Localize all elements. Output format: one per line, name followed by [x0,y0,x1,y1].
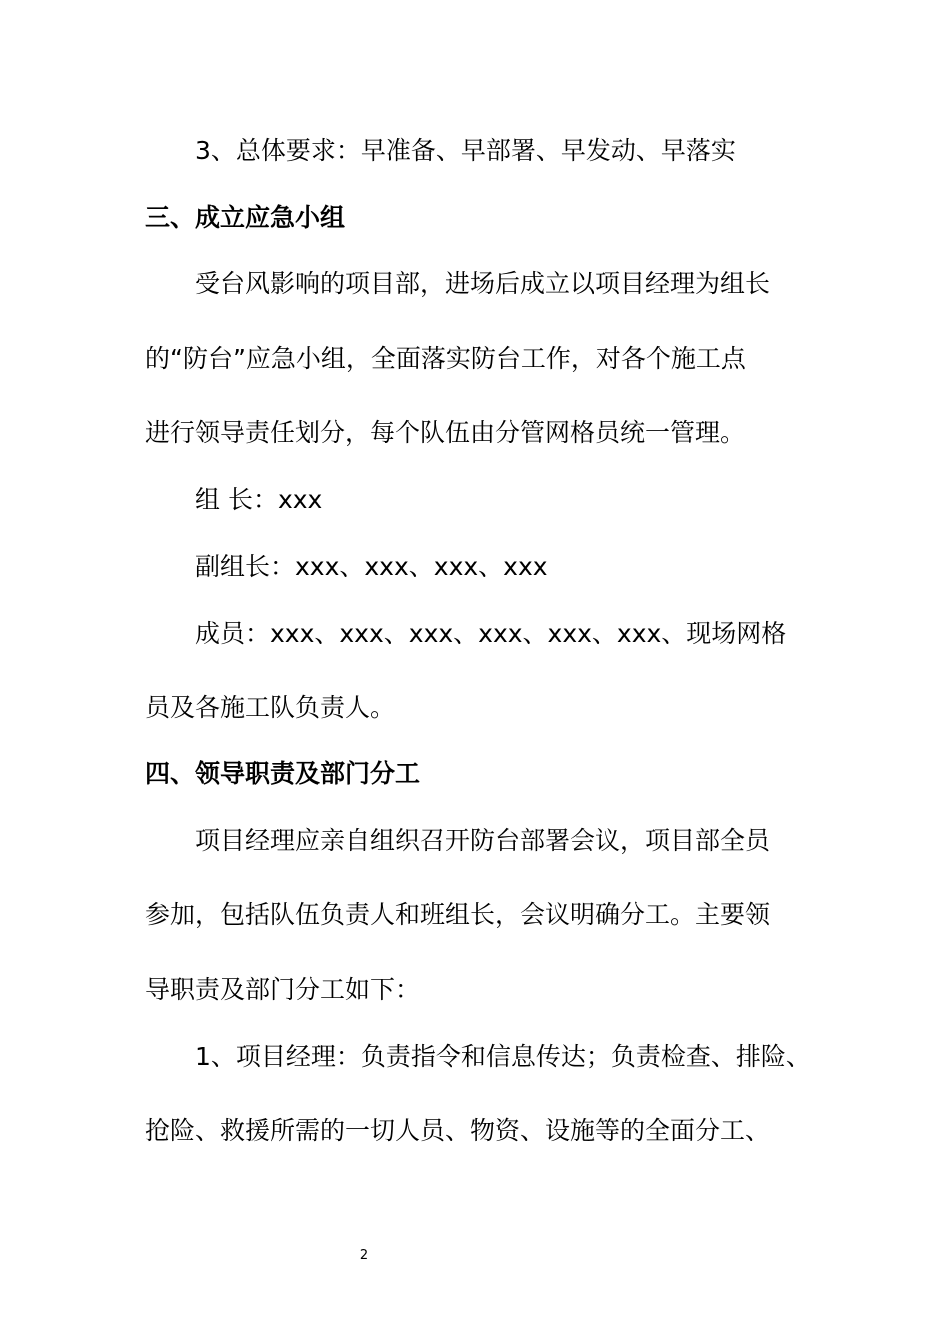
paragraph-line: 抢险、救援所需的一切人员、物资、设施等的全面分工、 [145,1116,771,1145]
paragraph-line: 进行领导责任划分，每个队伍由分管网格员统一管理。 [145,418,746,447]
page-number: 2 [359,1248,369,1263]
paragraph-line: 的“防台”应急小组，全面落实防台工作，对各个施工点 [145,344,746,373]
paragraph-line: 受台风影响的项目部，进场后成立以项目经理为组长 [195,269,771,298]
paragraph-line: 参加，包括队伍负责人和班组长，会议明确分工。主要领 [145,900,771,929]
requirement-item-3: 3、总体要求：早准备、早部署、早发动、早落实 [195,136,736,165]
deputy-leader-line: 副组长：xxx、xxx、xxx、xxx [195,552,548,581]
duty-item-1: 1、项目经理：负责指令和信息传达；负责检查、排险、 [195,1042,811,1071]
section-heading-4: 四、领导职责及部门分工 [145,759,421,788]
team-leader-line: 组 长：xxx [195,485,323,514]
section-heading-3: 三、成立应急小组 [145,203,346,232]
paragraph-line: 项目经理应亲自组织召开防台部署会议，项目部全员 [195,826,771,855]
members-line: 员及各施工队负责人。 [145,693,396,722]
paragraph-line: 导职责及部门分工如下： [145,975,421,1004]
members-line: 成员：xxx、xxx、xxx、xxx、xxx、xxx、现场网格 [195,619,787,648]
